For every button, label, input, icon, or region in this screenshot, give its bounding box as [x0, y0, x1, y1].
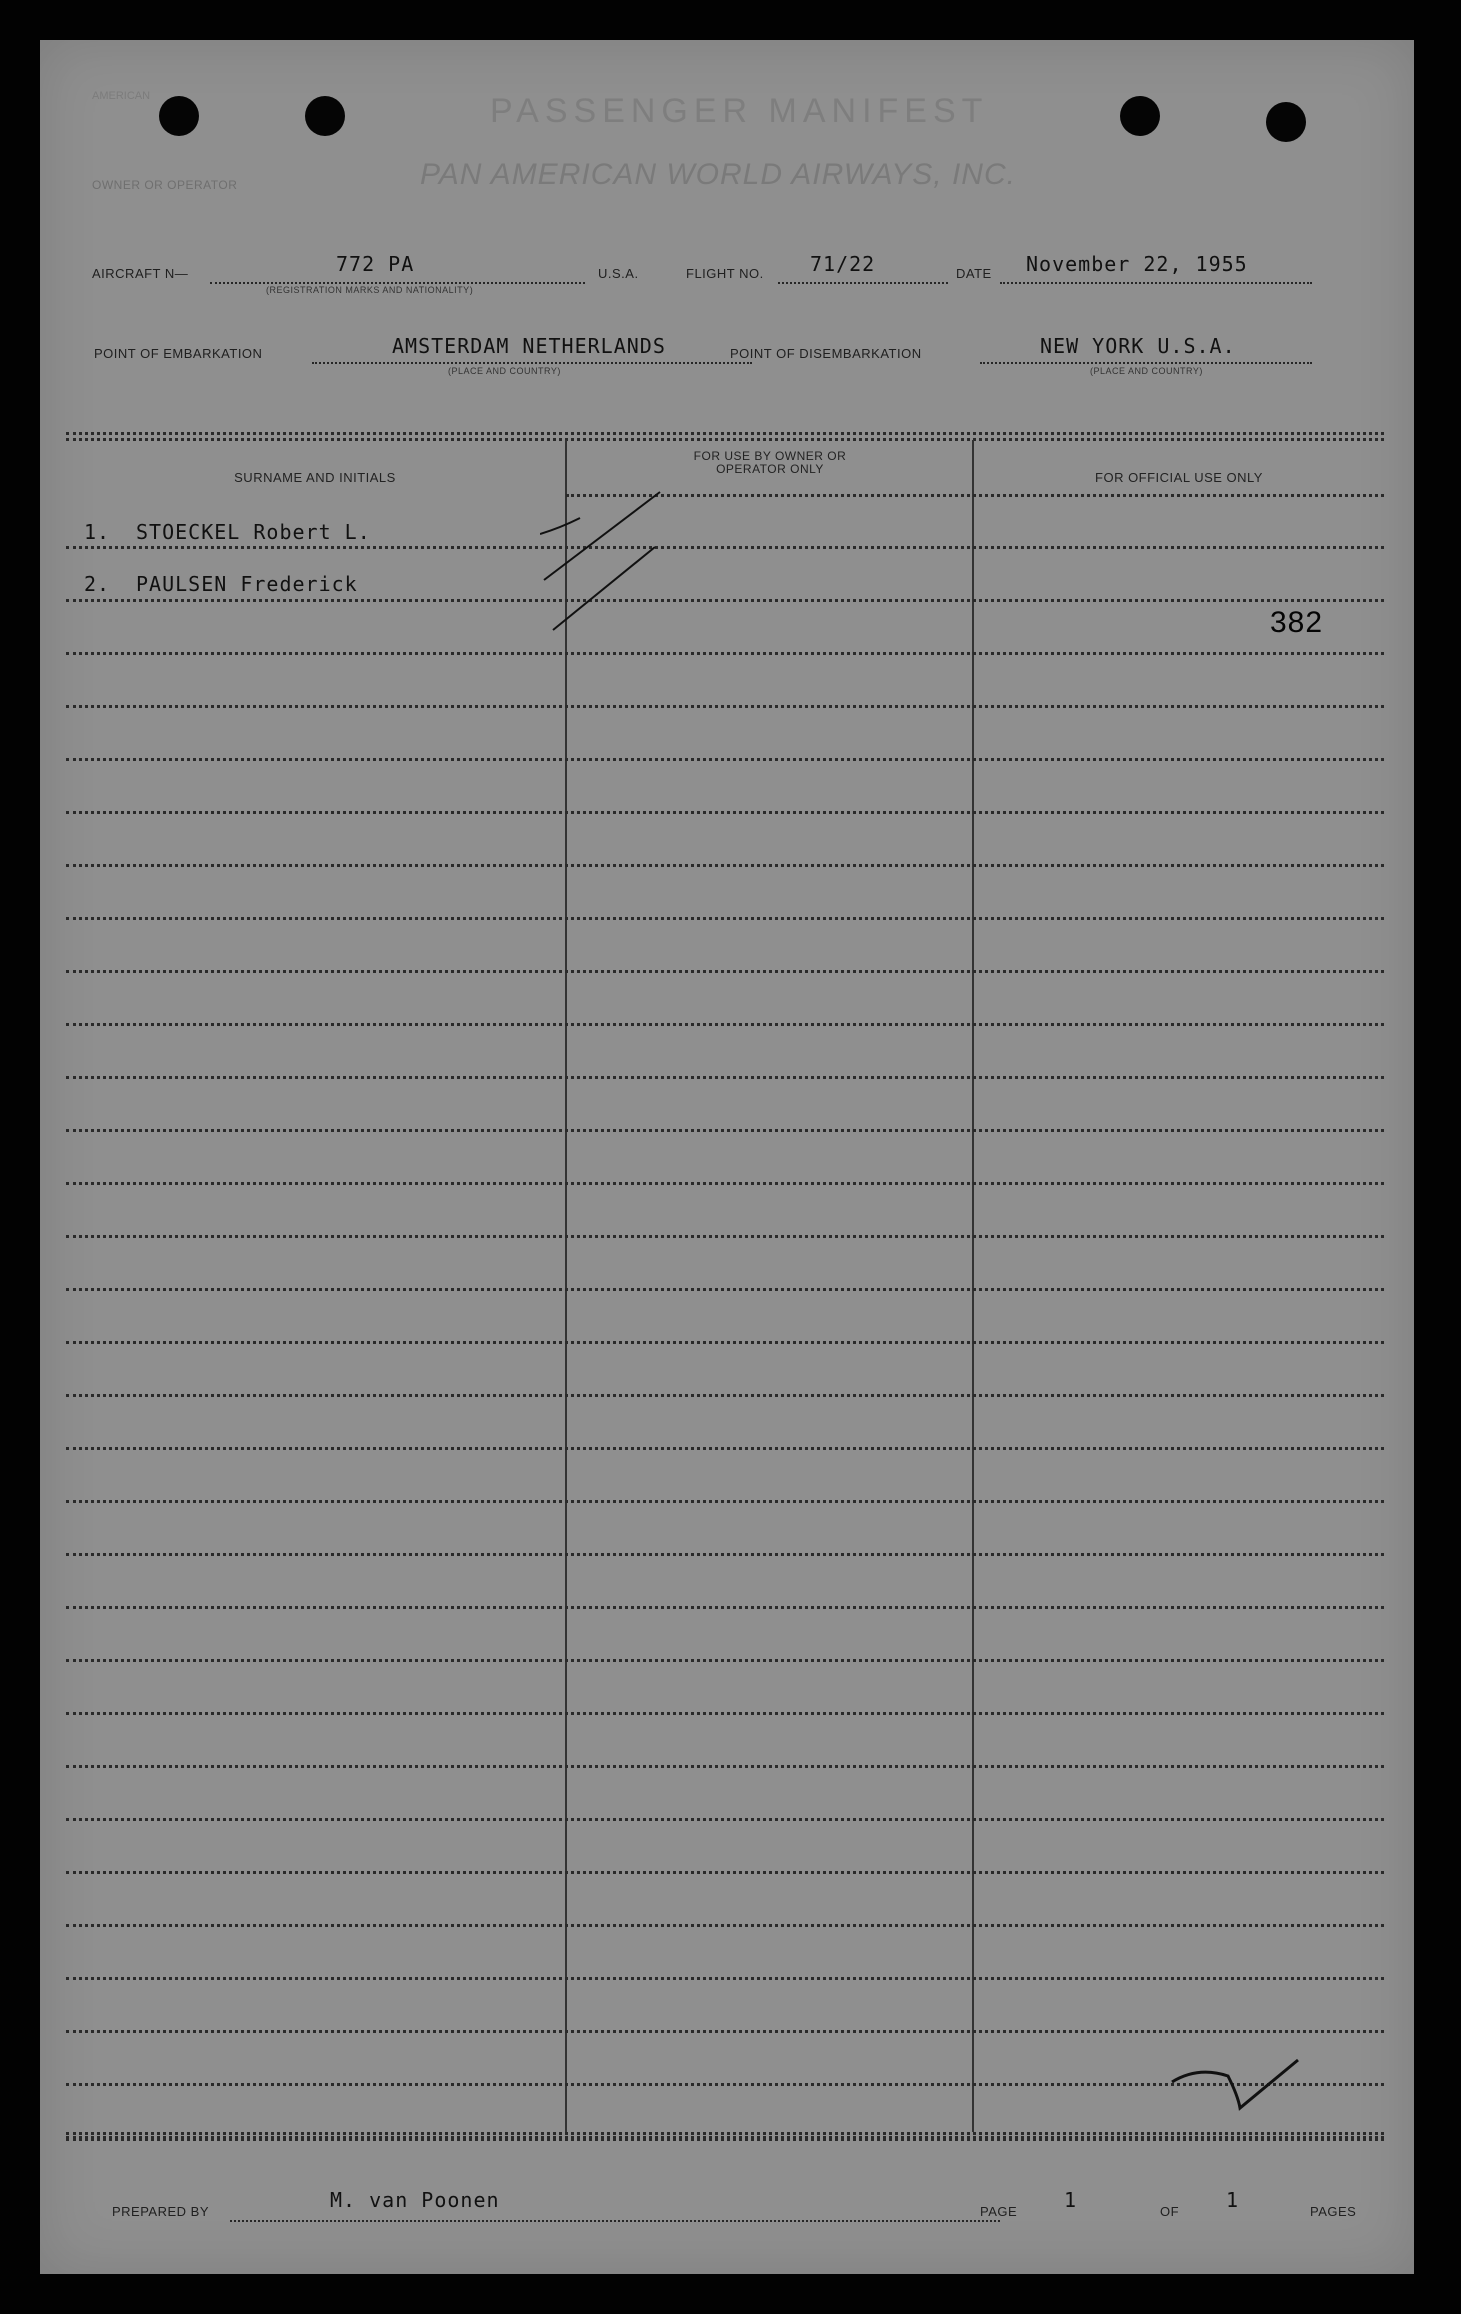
- table-row-rule: [66, 546, 1384, 549]
- embark-label: POINT OF EMBARKATION: [94, 346, 263, 361]
- punch-hole-2: [305, 96, 345, 136]
- of-label: OF: [1160, 2204, 1180, 2219]
- table-row-rule: [66, 1076, 1384, 1079]
- manifest-sheet: [40, 40, 1414, 2274]
- owner-value: PAN AMERICAN WORLD AIRWAYS, INC.: [420, 158, 1016, 191]
- table-row-rule: [66, 1235, 1384, 1238]
- table-row-rule: [66, 705, 1384, 708]
- page-value: 1: [1064, 2188, 1078, 2212]
- table-bottom-rule-2: [66, 2138, 1384, 2141]
- aircraft-sublabel: (REGISTRATION MARKS AND NATIONALITY): [266, 285, 474, 295]
- table-row-rule: [66, 917, 1384, 920]
- check-mark-2: [545, 545, 675, 635]
- embark-underline: [312, 362, 752, 364]
- aircraft-value: 772 PA: [336, 252, 415, 276]
- top-left-small-text: AMERICAN: [92, 90, 151, 102]
- date-underline: [1000, 282, 1312, 284]
- table-row-rule: [66, 758, 1384, 761]
- table-row-rule: [66, 970, 1384, 973]
- disembark-value: NEW YORK U.S.A.: [1040, 334, 1236, 358]
- punch-hole-3: [1120, 96, 1160, 136]
- table-row-rule: [66, 1288, 1384, 1291]
- flight-value: 71/22: [810, 252, 876, 276]
- table-row-rule: [66, 1606, 1384, 1609]
- table-row-rule: [66, 811, 1384, 814]
- date-label: DATE: [956, 266, 992, 281]
- pencil-tick-mark: [1168, 2056, 1318, 2116]
- header-bottom-rule: [566, 494, 1384, 497]
- table-row-rule: [66, 2030, 1384, 2033]
- disembark-sublabel: (PLACE AND COUNTRY): [1090, 366, 1203, 376]
- date-value: November 22, 1955: [1026, 252, 1248, 276]
- of-value: 1: [1226, 2188, 1240, 2212]
- aircraft-label: AIRCRAFT N—: [92, 266, 189, 281]
- table-row-rule: [66, 599, 1384, 602]
- table-row-rule: [66, 1394, 1384, 1397]
- flight-underline: [778, 282, 948, 284]
- table-row-rule: [66, 1553, 1384, 1556]
- column-header-owner-use: FOR USE BY OWNER OR OPERATOR ONLY: [693, 449, 847, 476]
- column-divider-1: [565, 440, 567, 2132]
- table-row-rule: [66, 1500, 1384, 1503]
- table-row-rule: [66, 1712, 1384, 1715]
- table-row-rule: [66, 1341, 1384, 1344]
- column-header-surname: SURNAME AND INITIALS: [234, 470, 396, 485]
- passenger-2-number: 2.: [84, 572, 111, 596]
- manifest-title: PASSENGER MANIFEST: [490, 92, 989, 130]
- table-row-rule: [66, 1182, 1384, 1185]
- table-row-rule: [66, 864, 1384, 867]
- table-row-rule: [66, 1447, 1384, 1450]
- table-row-rule: [66, 1659, 1384, 1662]
- aircraft-underline: [210, 282, 585, 284]
- table-row-rule: [66, 652, 1384, 655]
- punch-hole-1: [159, 96, 199, 136]
- column-header-official-use: FOR OFFICIAL USE ONLY: [1095, 470, 1263, 485]
- passenger-1-number: 1.: [84, 520, 111, 544]
- disembark-label: POINT OF DISEMBARKATION: [730, 346, 922, 361]
- table-row-rule: [66, 1765, 1384, 1768]
- punch-hole-4: [1266, 102, 1306, 142]
- owner-label: OWNER OR OPERATOR: [92, 178, 238, 192]
- embark-sublabel: (PLACE AND COUNTRY): [448, 366, 561, 376]
- official-number: 382: [1270, 606, 1324, 639]
- prepared-by-label: PREPARED BY: [112, 2204, 210, 2219]
- page-label: PAGE: [980, 2204, 1018, 2219]
- pages-label: PAGES: [1310, 2204, 1357, 2219]
- table-bottom-rule-1: [66, 2132, 1384, 2135]
- passenger-1-name: STOECKEL Robert L.: [136, 520, 371, 544]
- flight-label: FLIGHT NO.: [686, 266, 764, 281]
- prepared-by-value: M. van Poonen: [330, 2188, 500, 2212]
- prepared-by-underline: [230, 2220, 1000, 2222]
- embark-value: AMSTERDAM NETHERLANDS: [392, 334, 666, 358]
- table-top-rule-2: [66, 438, 1384, 441]
- table-row-rule: [66, 1977, 1384, 1980]
- passenger-2-name: PAULSEN Frederick: [136, 572, 358, 596]
- table-row-rule: [66, 1871, 1384, 1874]
- usa-label: U.S.A.: [598, 266, 639, 281]
- table-row-rule: [66, 1924, 1384, 1927]
- table-row-rule: [66, 1023, 1384, 1026]
- table-row-rule: [66, 1129, 1384, 1132]
- table-top-rule-1: [66, 432, 1384, 435]
- table-row-rule: [66, 1818, 1384, 1821]
- column-divider-2: [972, 440, 974, 2132]
- disembark-underline: [980, 362, 1312, 364]
